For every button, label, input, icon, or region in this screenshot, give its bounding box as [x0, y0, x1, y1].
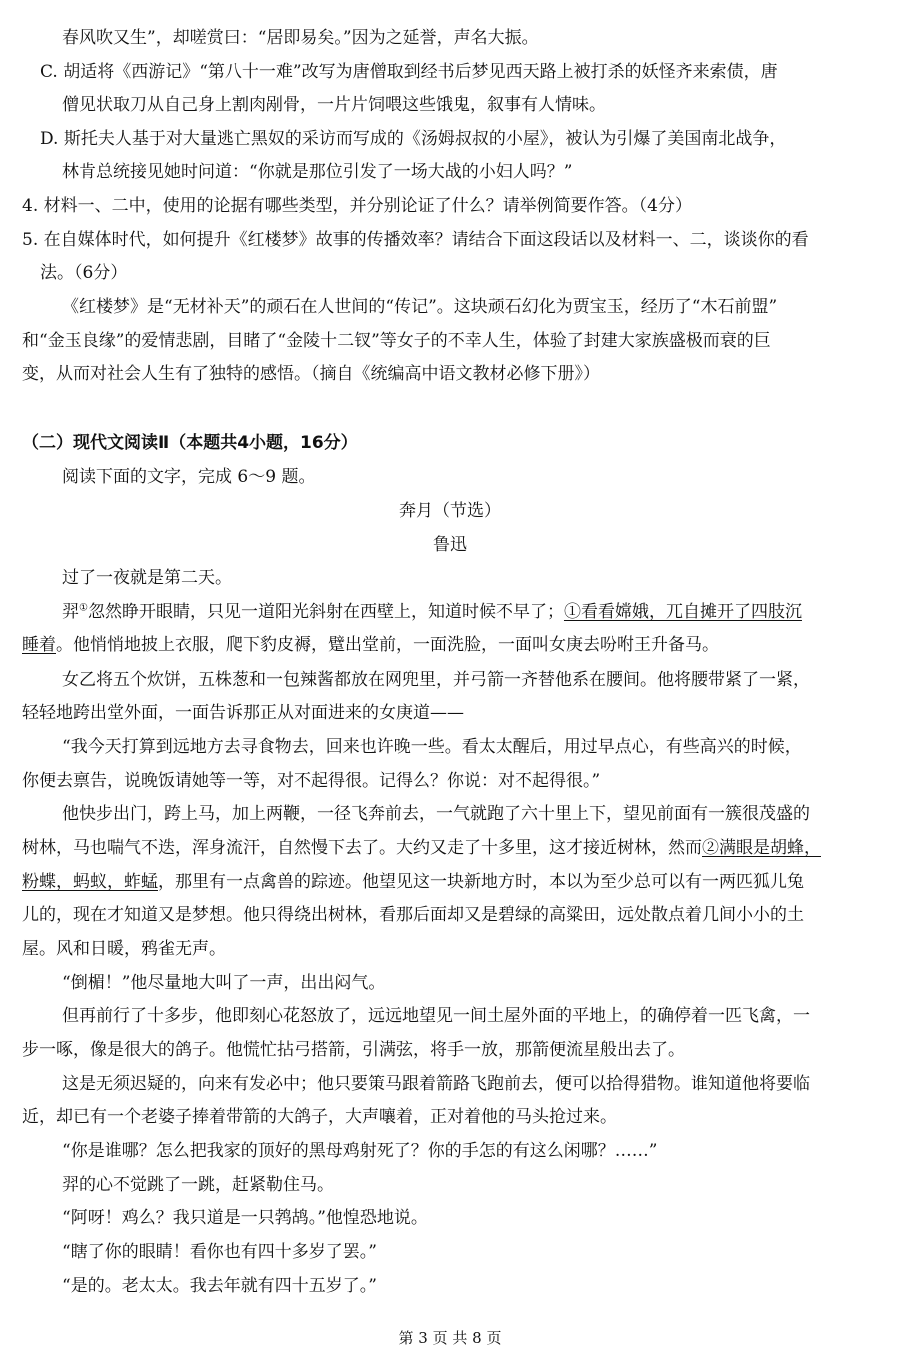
text-line: 奔月（节选） — [399, 501, 501, 521]
text-line: 他快步出门，跨上马，加上两鞭，一径飞奔前去，一气就跑了六十里上下，望见前面有一簇很茂盛的 — [62, 804, 810, 824]
footnote-marker: ① — [79, 602, 88, 614]
text-line: 《红楼梦》是“无材补天”的顽石在人世间的“传记”。这块顽石幻化为贾宝玉，经历了“木石前盟” — [62, 297, 778, 317]
text-line: 这是无须迟疑的，向来有发必中；他只要策马跟着箭路飞跑前去，便可以拾得猎物。谁知道他将要临 — [62, 1074, 810, 1094]
text-line: 屋。风和日暖，鸦雀无声。 — [22, 939, 226, 959]
text-line — [22, 835, 900, 861]
text-line — [22, 869, 900, 895]
text-line: 春风吹又生”，却嗟赏曰：“居即易矣。”因为之延誉，声名大振。 — [62, 28, 539, 48]
text-line: 女乙将五个炊饼，五株葱和一包辣酱都放在网兜里，并弓箭一齐替他系在腰间。他将腰带紧了一紧， — [62, 670, 810, 690]
text-segment: ，那里有一点禽兽的踪迹。他望见这一块新地方时，本以为至少总可以有一两匹狐儿兔 — [158, 872, 804, 892]
underlined-phrase: 睡着 — [22, 635, 56, 655]
text-line: （二）现代文阅读Ⅱ（本题共4小题，16分） — [22, 433, 358, 453]
text-line: “是的。老太太。我去年就有四十五岁了。” — [62, 1276, 377, 1296]
text-line: 和“金玉良缘”的爱情悲剧，目睹了“金陵十二钗”等女子的不幸人生，体验了封建大家族盛极而衰的巨 — [22, 331, 771, 351]
text-line: 但再前行了十多步，他即刻心花怒放了，远远地望见一间土屋外面的平地上，的确停着一匹飞禽，一 — [62, 1006, 810, 1026]
underlined-phrase: 粉蝶，蚂蚁，蚱蜢 — [22, 872, 158, 892]
underlined-phrase: ②满眼是胡蜂， — [702, 838, 821, 858]
text-segment: 。他悄悄地披上衣服，爬下豹皮褥，躄出堂前，一面洗脸，一面叫女庚去吩咐王升备马。 — [56, 635, 719, 655]
text-line: “倒楣！”他尽量地大叫了一声，出出闷气。 — [62, 973, 386, 993]
text-line: “瞎了你的眼睛！看你也有四十多岁了罢。” — [62, 1242, 377, 1262]
page-footer: 第 3 页 共 8 页 — [398, 1329, 502, 1347]
text-line: “阿呀！鸡么？我只道是一只鹁鸪。”他惶恐地说。 — [62, 1208, 428, 1228]
text-line: 5. 在自媒体时代，如何提升《红楼梦》故事的传播效率？请结合下面这段话以及材料一、二，谈谈你的看 — [22, 230, 809, 250]
text-line — [22, 632, 900, 658]
text-line: 变，从而对社会人生有了独特的感悟。（摘自《统编高中语文教材必修下册》） — [22, 364, 600, 384]
text-segment: 树林，马也喘气不迭，浑身流汗，自然慢下去了。大约又走了十多里，这才接近树林，然而 — [22, 838, 702, 858]
text-line: 儿的，现在才知道又是梦想。他只得绕出树林，看那后面却又是碧绿的高粱田，远处散点着几间小小的土 — [22, 905, 804, 925]
text-line: 法。（6分） — [40, 263, 128, 283]
text-line: “我今天打算到远地方去寻食物去，回来也许晚一些。看太太醒后，用过早点心，有些高兴的时候， — [62, 737, 802, 757]
text-line: C. 胡适将《西游记》“第八十一难”改写为唐僧取到经书后梦见西天路上被打杀的妖怪齐来索债，唐 — [40, 62, 778, 82]
text-line: 步一啄，像是很大的鸽子。他慌忙拈弓搭箭，引满弦，将手一放，那箭便流星般出去了。 — [22, 1040, 685, 1060]
text-line: 僧见状取刀从自己身上割肉剐骨，一片片饲喂这些饿鬼，叙事有人情味。 — [62, 95, 606, 115]
text-line: 你便去禀告，说晚饭请她等一等，对不起得很。记得么？你说：对不起得很。” — [22, 771, 601, 791]
text-line: “你是谁哪？怎么把我家的顶好的黑母鸡射死了？你的手怎的有这么闲哪？……” — [62, 1141, 658, 1161]
text-line: 过了一夜就是第二天。 — [62, 568, 232, 588]
text-segment: 忽然睁开眼睛，只见一道阳光斜射在西壁上，知道时候不早了； — [87, 602, 564, 622]
text-line — [62, 599, 900, 625]
text-line: 4. 材料一、二中，使用的论据有哪些类型，并分别论证了什么？请举例简要作答。（4分） — [22, 196, 692, 216]
text-line: 阅读下面的文字，完成 6～9 题。 — [62, 467, 316, 487]
text-line: D. 斯托夫人基于对大量逃亡黑奴的采访而写成的《汤姆叔叔的小屋》，被认为引爆了美国南北战争， — [40, 129, 787, 149]
text-line: 轻轻地跨出堂外面，一面告诉那正从对面进来的女庚道—— — [22, 703, 464, 723]
text-line: 林肯总统接见她时问道：“你就是那位引发了一场大战的小妇人吗？” — [62, 162, 573, 182]
text-line: 羿的心不觉跳了一跳，赶紧勒住马。 — [62, 1175, 334, 1195]
underlined-phrase: ①看看嫦娥，兀自摊开了四肢沉 — [563, 602, 802, 622]
text-line: 鲁迅 — [433, 535, 467, 555]
text-segment: 羿 — [62, 602, 79, 622]
text-line: 近，却已有一个老婆子捧着带箭的大鸽子，大声嚷着，正对着他的马头抢过来。 — [22, 1107, 617, 1127]
